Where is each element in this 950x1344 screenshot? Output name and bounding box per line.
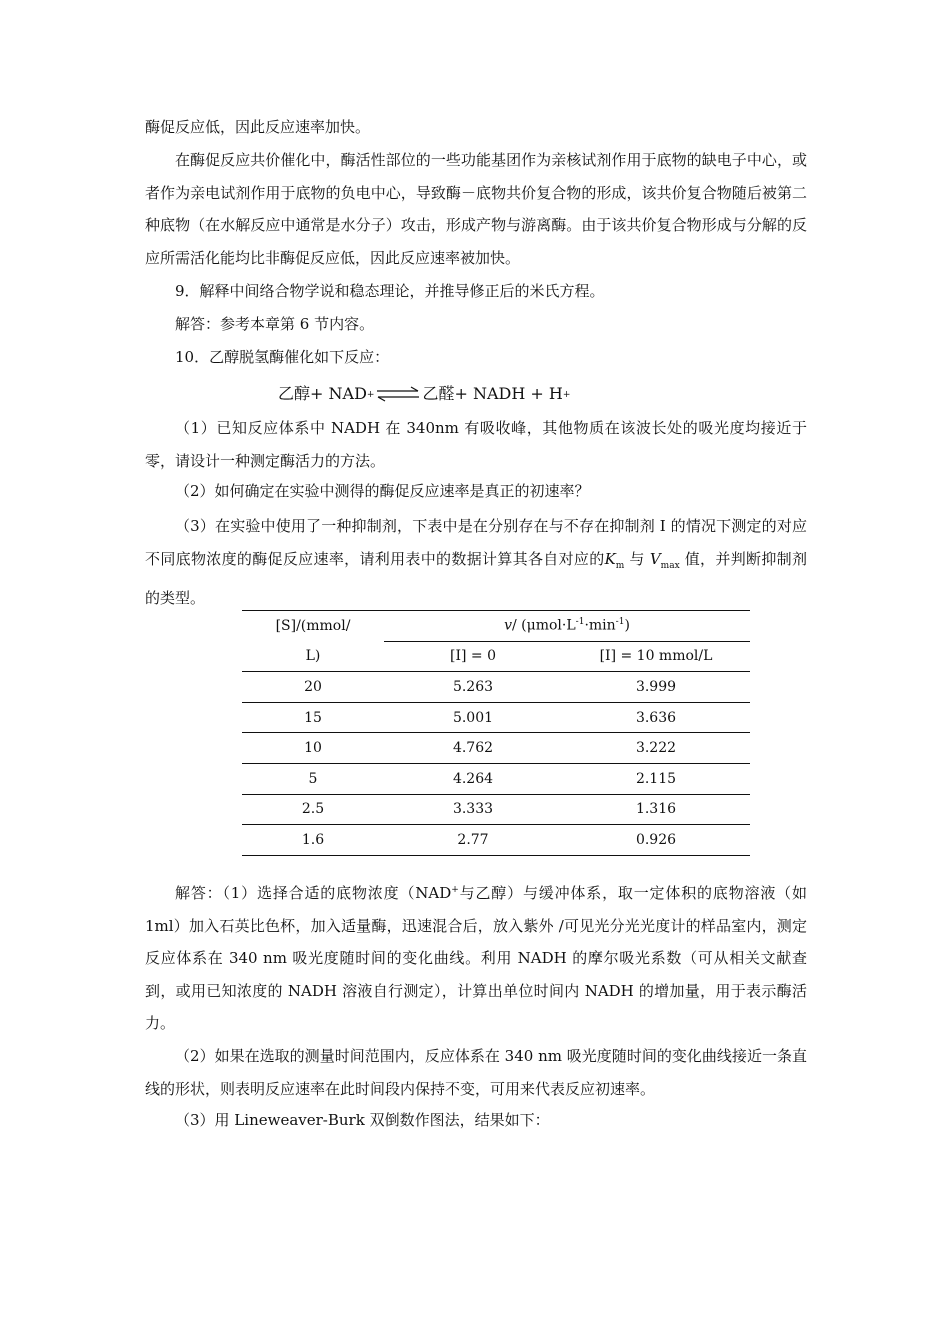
cell-rate-no-inhibitor: 2.77: [384, 825, 562, 856]
ans1-text-b: 与乙醇）与缓冲体系，取一定体积的底物溶液（如 1ml）加入石英比色杯，加入适量酶，迅速混合后，放入紫外 /可见光分光光度计的样品室内，测定反应体系在 340 nm 吸光度随时间的变化曲线。利用 NADH 的摩尔吸光系数（可从相关文献查到，或用已知浓度的 NADH 溶液自行测定），计算出单位时间内 NADH 的增加量，用于表示酶活力。: [145, 884, 807, 1032]
answer-10-part-2: （2）如果在选取的测量时间范围内，反应体系在 340 nm 吸光度随时间的变化曲线接近一条直线的形状，则表明反应速率在此时间段内保持不变，可用来代表反应初速率。: [145, 1047, 807, 1098]
cell-rate-with-inhibitor: 3.999: [562, 672, 750, 703]
question-10: 10．乙醇脱氢酶催化如下反应：: [175, 348, 390, 366]
vmax-symbol: V: [649, 549, 661, 568]
velocity-unit-sup1: -1: [575, 617, 585, 628]
question-10-part-3: [145, 510, 807, 615]
header-velocity: [384, 611, 750, 642]
velocity-unit-b: ·min: [584, 618, 616, 635]
inhibition-data-table: [242, 610, 750, 856]
ans1-text-a: 解答：（1）选择合适的底物浓度（NAD: [175, 884, 452, 902]
cell-substrate: 10: [242, 733, 384, 764]
table-row: [242, 794, 750, 825]
cell-substrate: 1.6: [242, 825, 384, 856]
table-row: [242, 763, 750, 794]
km-subscript: m: [615, 560, 625, 571]
velocity-symbol: v: [504, 618, 512, 635]
q10-3-and: 与: [624, 549, 650, 568]
eq-acetaldehyde: 乙醛: [422, 384, 455, 403]
header-with-inhibitor: [I] = 10 mmol/L: [599, 648, 713, 665]
eq-ethanol: 乙醇: [278, 384, 311, 403]
km-symbol: K: [604, 549, 616, 568]
header-substrate-line2: L): [305, 648, 321, 665]
cell-rate-with-inhibitor: 3.636: [562, 702, 750, 733]
table-row: [242, 733, 750, 764]
paragraph-continuation: 酶促反应低，因此反应速率加快。: [145, 118, 371, 136]
table-row: [242, 702, 750, 733]
cell-rate-no-inhibitor: 5.001: [384, 702, 562, 733]
velocity-unit-a: / (μmol·L: [512, 618, 576, 635]
reaction-equation: [278, 382, 570, 406]
cell-rate-no-inhibitor: 5.263: [384, 672, 562, 703]
cell-rate-with-inhibitor: 1.316: [562, 794, 750, 825]
eq-nad: + NAD: [310, 384, 367, 403]
cell-rate-with-inhibitor: 2.115: [562, 763, 750, 794]
answer-10-part-3: （3）用 Lineweaver-Burk 双倒数作图法，结果如下：: [175, 1111, 550, 1129]
velocity-unit-c: ): [624, 618, 630, 635]
cell-rate-no-inhibitor: 4.762: [384, 733, 562, 764]
cell-substrate: 5: [242, 763, 384, 794]
answer-9: 解答：参考本章第 6 节内容。: [175, 315, 375, 333]
cell-substrate: 20: [242, 672, 384, 703]
paragraph-covalent-catalysis: 在酶促反应共价催化中，酶活性部位的一些功能基团作为亲核试剂作用于底物的缺电子中心，或者作为亲电试剂作用于底物的负电中心，导致酶－底物共价复合物的形成，该共价复合物随后被第二种底物（在水解反应中通常是水分子）攻击，形成产物与游离酶。由于该共价复合物形成与分解的反应所需活化能均比非酶促反应低，因此反应速率被加快。: [145, 151, 807, 267]
q10-3-text-a: （3）在实验中使用了一种抑制剂，下表中是在分别存在与不存在抑制剂 I 的情况下测定的对应不同底物浓度的酶促反应速率，请利用表中的数据计算其各自对应的: [145, 517, 807, 568]
header-substrate-line1: [S]/(mmol/: [242, 611, 384, 642]
table-row: [242, 672, 750, 703]
question-10-part-2: （2）如何确定在实验中测得的酶促反应速率是真正的初速率？: [175, 482, 590, 500]
reversible-arrow-icon: [376, 386, 420, 402]
cell-rate-no-inhibitor: 4.264: [384, 763, 562, 794]
cell-substrate: 2.5: [242, 794, 384, 825]
velocity-unit-sup2: -1: [615, 617, 625, 628]
question-10-part-1: （1）已知反应体系中 NADH 在 340nm 有吸收峰，其他物质在该波长处的吸光度均接近于零，请设计一种测定酶活力的方法。: [145, 419, 807, 470]
cell-rate-no-inhibitor: 3.333: [384, 794, 562, 825]
cell-substrate: 15: [242, 702, 384, 733]
eq-nad-charge: +: [366, 390, 375, 400]
cell-rate-with-inhibitor: 3.222: [562, 733, 750, 764]
vmax-subscript: max: [660, 560, 680, 571]
eq-h-charge: +: [562, 390, 571, 400]
q10-3-text-b: 值，并判断抑制剂的类型。: [145, 549, 807, 607]
header-no-inhibitor: [I] = 0: [450, 648, 496, 665]
question-9: 9．解释中间络合物学说和稳态理论，并推导修正后的米氏方程。: [175, 282, 605, 300]
answer-10-part-1: [145, 874, 807, 1040]
ans1-nad-charge: +: [451, 885, 459, 895]
table-row: [242, 825, 750, 856]
cell-rate-with-inhibitor: 0.926: [562, 825, 750, 856]
eq-nadh: + NADH + H: [454, 384, 563, 403]
